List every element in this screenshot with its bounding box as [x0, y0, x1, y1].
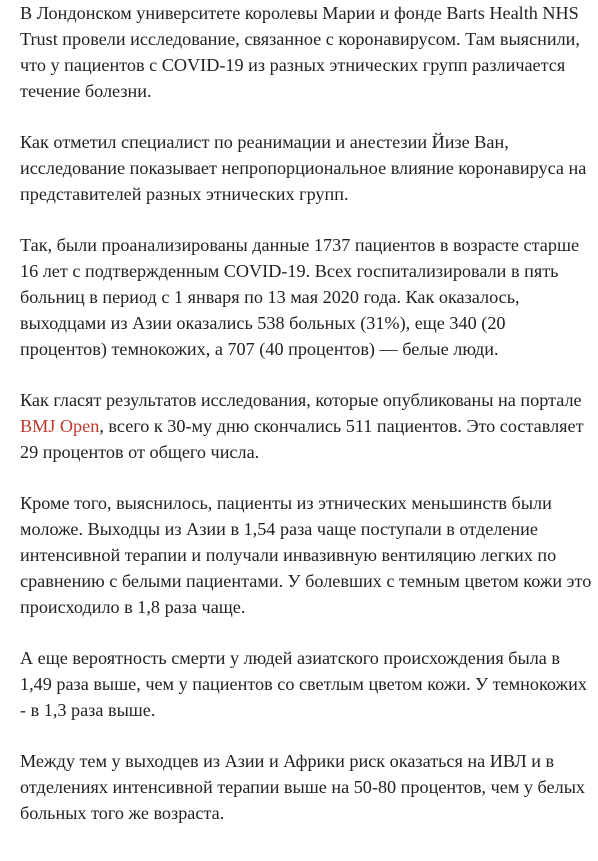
paragraph-patient-data: Так, были проанализированы данные 1737 пациентов в возрасте старше 16 лет с подтвержденным COVID-19. Всех госпитализировали в пять больниц в период с 1 января по 13 мая 2020 года. Как оказалось, выходцами из Азии оказались 538 больных (31%), еще 340 (20 процентов) темнокожих, а 707 (40 процентов) — белые люди. — [20, 235, 580, 359]
article-body — [20, 0, 592, 851]
paragraph-intro: В Лондонском университете королевы Марии и фонде Barts Health NHS Trust провели исследование, связанное с коронавирусом. Там выяснили, что у пациентов с COVID-19 из разных этнических групп различается течение болезни. — [20, 3, 580, 101]
paragraph-study-results-tail: , всего к 30-му дню скончались 511 пациентов. Это составляет 29 процентов от общего числа. — [20, 416, 584, 462]
paragraph-mortality-risk: А еще вероятность смерти у людей азиатского происхождения была в 1,49 раза выше, чем у пациентов со светлым цветом кожи. У темнокожих - в 1,3 раза выше. — [20, 648, 587, 720]
paragraph-ventilation-risk: Между тем у выходцев из Азии и Африки риск оказаться на ИВЛ и в отделениях интенсивной терапии выше на 50-80 процентов, чем у белых больных того же возраста. — [20, 751, 586, 823]
paragraph-study-results — [20, 387, 592, 465]
paragraph-study-results-lead: Как гласят результатов исследования, которые опубликованы на портале — [20, 390, 582, 410]
paragraph-specialist-quote: Как отметил специалист по реанимации и анестезии Йизе Ван, исследование показывает непропорциональное влияние коронавируса на представителей разных этнических групп. — [20, 132, 587, 204]
paragraph-minorities-younger: Кроме того, выяснилось, пациенты из этнических меньшинств были моложе. Выходцы из Азии в 1,54 раза чаще поступали в отделение интенсивной терапии и получали инвазивную вентиляцию легких по сравнению с белыми пациентами. У болевших с темным цветом кожи это происходило в 1,8 раза чаще. — [20, 493, 592, 617]
bmj-open-link[interactable]: BMJ Open — [20, 416, 100, 436]
